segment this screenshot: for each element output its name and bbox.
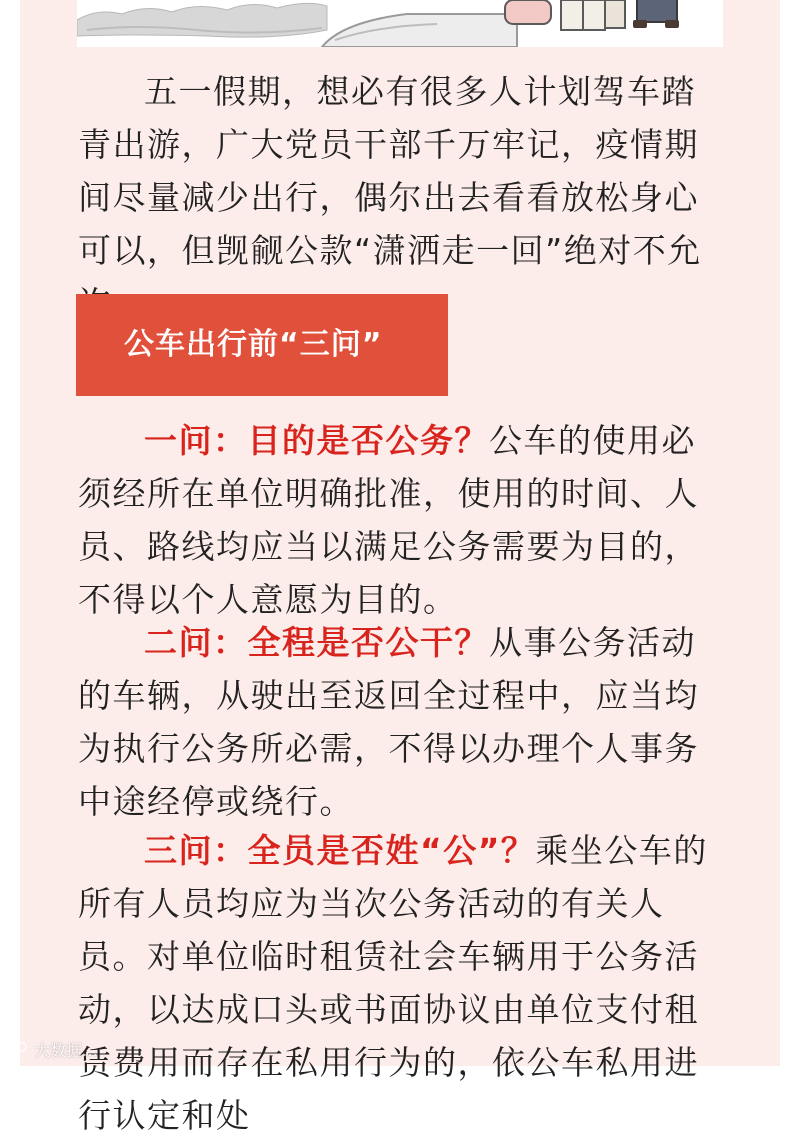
question-heading-3: 三问：全员是否姓“公”？ — [144, 831, 536, 870]
source-watermark — [6, 1036, 98, 1062]
question-item-2 — [78, 616, 728, 828]
cartoon-illustration-image — [77, 0, 723, 47]
watermark-text: 大数据… — [34, 1040, 99, 1060]
question-heading-2: 二问：全程是否公干？ — [144, 623, 489, 662]
intro-paragraph: 五一假期，想必有很多人计划驾车踏青出游，广大党员干部千万牢记，疫情期间尽量减少出行，偶尔出去看看放松身心可以，但觊觎公款“潇洒走一回”绝对不允 — [78, 72, 702, 270]
question-body-2: 从事公务活动的车辆，从驶出至返回全过程中，应当均为执行公务所必需，不得以办理个人事务中途经停或绕行。 — [78, 623, 699, 821]
logo-icon — [6, 1041, 28, 1057]
question-item-3 — [78, 824, 728, 1142]
top-illustration — [77, 0, 723, 47]
section-title-banner: 公车出行前“三问” — [76, 294, 448, 396]
question-heading-1: 一问：目的是否公务？ — [144, 421, 489, 460]
question-body-3: 乘坐公车的所有人员均应为当次公务活动的有关人员。对单位临时租赁社会车辆用于公务活动，以达成口头或书面协议由单位支付租赁费用而存在私用行为的，依公车私用进行认定和处 — [78, 831, 708, 1135]
question-item-1 — [78, 414, 728, 626]
question-body-1: 公车的使用必须经所在单位明确批准，使用的时间、人员、路线均应当以满足公务需要为目的，不得以个人意愿为目的。 — [78, 421, 699, 619]
